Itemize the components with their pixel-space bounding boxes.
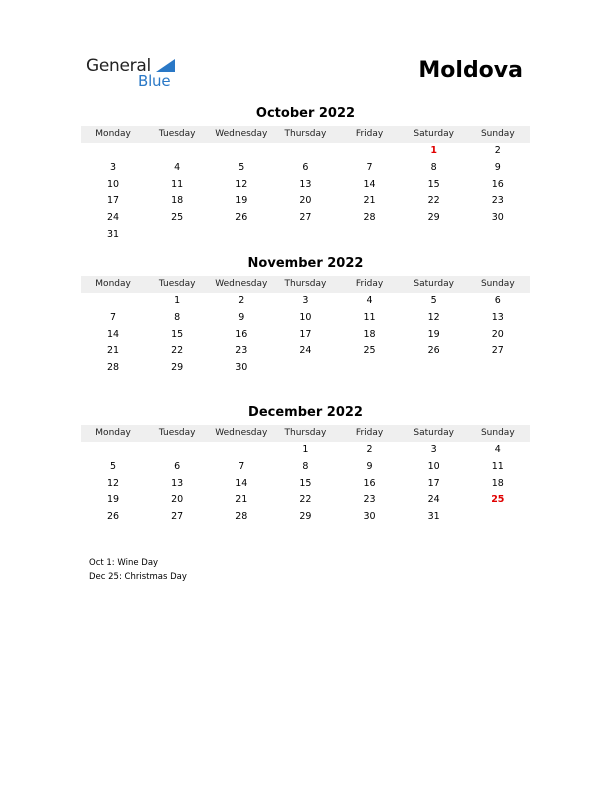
- weekday-header: Monday: [81, 276, 145, 293]
- day-cell: 10: [427, 460, 440, 472]
- empty-day-cell: [145, 143, 209, 160]
- day-cell: 30: [491, 212, 504, 224]
- day-cell: 5: [110, 460, 117, 472]
- empty-day-cell: [209, 442, 273, 459]
- day-cell: 23: [491, 195, 504, 207]
- day-cell: 8: [430, 161, 437, 173]
- day-cell: 8: [302, 460, 309, 472]
- day-cell: 29: [427, 212, 440, 224]
- empty-day-cell: [145, 227, 209, 244]
- empty-day-cell: [466, 509, 530, 526]
- holiday-notes: [89, 557, 187, 584]
- weekday-header: Friday: [338, 126, 402, 143]
- day-cell: 28: [107, 362, 120, 374]
- empty-day-cell: [338, 227, 402, 244]
- day-cell: 7: [238, 460, 245, 472]
- month-title: October 2022: [255, 106, 356, 121]
- day-cell: 30: [363, 511, 376, 523]
- day-cell: 11: [363, 311, 376, 323]
- weekday-header: Monday: [81, 425, 145, 442]
- weekday-header: Thursday: [273, 126, 337, 143]
- day-cell: 7: [366, 161, 373, 173]
- day-cell: 17: [299, 328, 312, 340]
- day-cell: 16: [491, 178, 504, 190]
- empty-day-cell: [273, 360, 337, 377]
- calendar-grid: [81, 276, 530, 377]
- day-cell: 12: [235, 178, 248, 190]
- day-cell: 24: [427, 494, 440, 506]
- day-cell: 27: [171, 511, 184, 523]
- empty-day-cell: [338, 143, 402, 160]
- weekday-header: Tuesday: [145, 425, 209, 442]
- day-cell: 19: [107, 494, 120, 506]
- day-cell: 12: [427, 311, 440, 323]
- day-cell: 14: [363, 178, 376, 190]
- weekday-header: Friday: [338, 276, 402, 293]
- day-cell: 17: [427, 477, 440, 489]
- empty-day-cell: [338, 360, 402, 377]
- weekday-header: Friday: [338, 425, 402, 442]
- day-cell: 3: [110, 161, 117, 173]
- day-cell: 6: [174, 460, 181, 472]
- day-cell: 15: [171, 328, 184, 340]
- empty-day-cell: [273, 143, 337, 160]
- day-cell: 9: [366, 460, 373, 472]
- day-cell: 23: [363, 494, 376, 506]
- empty-day-cell: [81, 143, 145, 160]
- weekday-header: Tuesday: [145, 276, 209, 293]
- month-november: [81, 256, 530, 377]
- day-cell: 28: [235, 511, 248, 523]
- holiday-note: Dec 25: Christmas Day: [89, 571, 187, 582]
- day-cell: 10: [299, 311, 312, 323]
- empty-day-cell: [273, 227, 337, 244]
- logo: [86, 56, 186, 92]
- day-cell: 22: [171, 345, 184, 357]
- day-cell: 25: [363, 345, 376, 357]
- day-cell: 9: [494, 161, 501, 173]
- day-cell: 15: [427, 178, 440, 190]
- day-cell: 13: [299, 178, 312, 190]
- day-cell: 30: [235, 362, 248, 374]
- day-cell: 26: [107, 511, 120, 523]
- day-cell: 5: [430, 295, 437, 306]
- month-title: December 2022: [248, 405, 363, 420]
- country-title: Moldova: [418, 58, 523, 83]
- holiday-day-cell: 1: [430, 145, 437, 156]
- calendar-grid: [81, 425, 530, 526]
- logo-general-text: General: [86, 56, 151, 76]
- day-cell: 25: [171, 212, 184, 224]
- day-cell: 4: [494, 444, 501, 455]
- day-cell: 18: [363, 328, 376, 340]
- day-cell: 12: [107, 477, 120, 489]
- weekday-header: Wednesday: [209, 425, 273, 442]
- day-cell: 1: [174, 295, 181, 306]
- day-cell: 21: [363, 195, 376, 207]
- day-cell: 11: [491, 460, 504, 472]
- day-cell: 19: [427, 328, 440, 340]
- holiday-note: Oct 1: Wine Day: [89, 558, 159, 568]
- day-cell: 2: [494, 145, 501, 156]
- calendar-grid: [81, 126, 530, 244]
- day-cell: 29: [299, 511, 312, 523]
- day-cell: 21: [235, 494, 248, 506]
- day-cell: 16: [235, 328, 248, 340]
- day-cell: 15: [299, 477, 312, 489]
- weekday-header: Sunday: [466, 126, 530, 143]
- day-cell: 20: [171, 494, 184, 506]
- day-cell: 24: [107, 212, 120, 224]
- empty-day-cell: [402, 360, 466, 377]
- weekday-header: Sunday: [466, 425, 530, 442]
- month-october: [81, 106, 530, 244]
- day-cell: 6: [302, 161, 309, 173]
- day-cell: 19: [235, 195, 248, 207]
- weekday-header: Saturday: [402, 425, 466, 442]
- day-cell: 22: [299, 494, 312, 506]
- day-cell: 27: [491, 345, 504, 357]
- day-cell: 16: [363, 477, 376, 489]
- month-title: November 2022: [247, 256, 364, 271]
- weekday-header: Thursday: [273, 425, 337, 442]
- day-cell: 9: [238, 311, 245, 323]
- weekday-header: Saturday: [402, 126, 466, 143]
- empty-day-cell: [466, 360, 530, 377]
- day-cell: 17: [107, 195, 120, 207]
- day-cell: 2: [366, 444, 373, 455]
- logo-blue-text: Blue: [138, 72, 171, 90]
- logo-triangle-icon: [156, 59, 175, 72]
- empty-day-cell: [209, 143, 273, 160]
- day-cell: 4: [366, 295, 373, 306]
- day-cell: 13: [171, 477, 184, 489]
- day-cell: 5: [238, 161, 245, 173]
- day-cell: 7: [110, 311, 117, 323]
- day-cell: 20: [299, 195, 312, 207]
- empty-day-cell: [145, 442, 209, 459]
- day-cell: 18: [171, 195, 184, 207]
- day-cell: 14: [235, 477, 248, 489]
- empty-day-cell: [466, 227, 530, 244]
- empty-day-cell: [209, 227, 273, 244]
- day-cell: 2: [238, 295, 245, 306]
- day-cell: 3: [430, 444, 437, 455]
- weekday-header: Wednesday: [209, 276, 273, 293]
- day-cell: 4: [174, 161, 181, 173]
- day-cell: 23: [235, 345, 248, 357]
- day-cell: 3: [302, 295, 309, 306]
- day-cell: 1: [302, 444, 309, 455]
- day-cell: 18: [491, 477, 504, 489]
- weekday-header: Tuesday: [145, 126, 209, 143]
- day-cell: 10: [107, 178, 120, 190]
- weekday-header: Monday: [81, 126, 145, 143]
- day-cell: 27: [299, 212, 312, 224]
- day-cell: 11: [171, 178, 184, 190]
- day-cell: 26: [427, 345, 440, 357]
- day-cell: 6: [494, 295, 501, 306]
- day-cell: 29: [171, 362, 184, 374]
- empty-day-cell: [402, 227, 466, 244]
- holiday-day-cell: 25: [491, 494, 505, 506]
- weekday-header: Sunday: [466, 276, 530, 293]
- day-cell: 13: [491, 311, 504, 323]
- day-cell: 20: [491, 328, 504, 340]
- month-december: [81, 405, 530, 526]
- day-cell: 14: [107, 328, 120, 340]
- weekday-header: Wednesday: [209, 126, 273, 143]
- day-cell: 21: [107, 345, 120, 357]
- weekday-header: Saturday: [402, 276, 466, 293]
- day-cell: 22: [427, 195, 440, 207]
- weekday-header: Thursday: [273, 276, 337, 293]
- empty-day-cell: [81, 442, 145, 459]
- day-cell: 24: [299, 345, 312, 357]
- day-cell: 26: [235, 212, 248, 224]
- day-cell: 28: [363, 212, 376, 224]
- day-cell: 8: [174, 311, 181, 323]
- empty-day-cell: [81, 293, 145, 310]
- day-cell: 31: [427, 511, 440, 523]
- day-cell: 31: [107, 228, 120, 240]
